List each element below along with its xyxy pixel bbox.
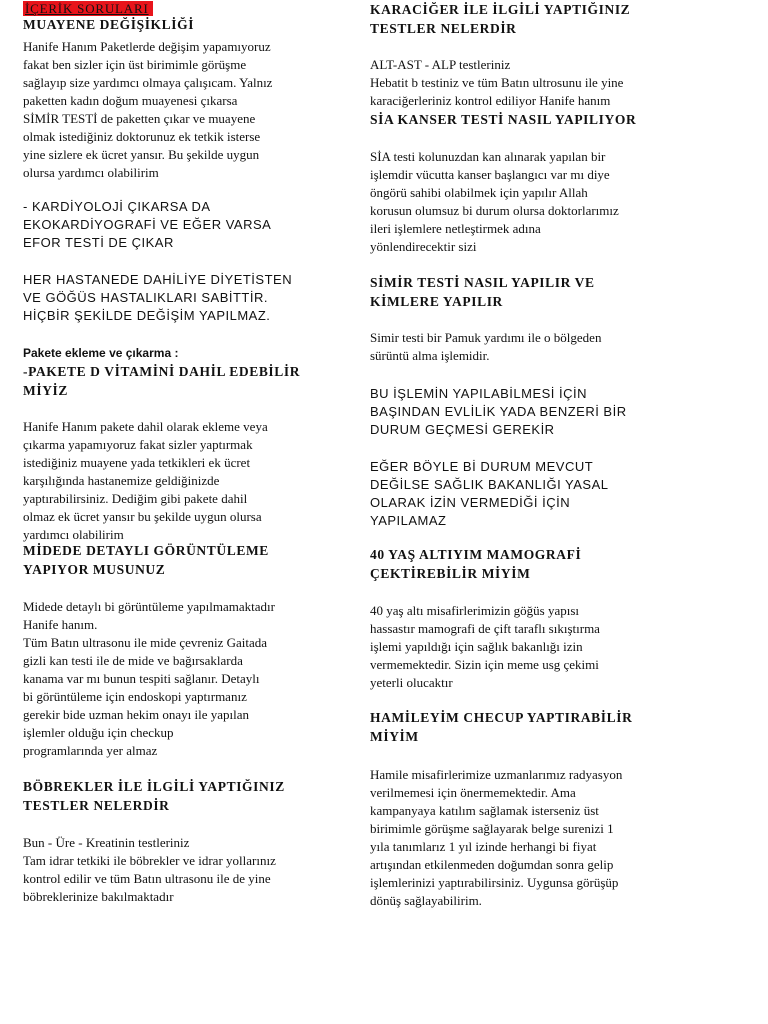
content-questions-highlight: İÇERİK SORULARI	[23, 1, 153, 16]
liver-tests-text: ALT-AST - ALP testleriniz Hebatit b testiniz ve tüm Batın ultrosunu ile yine karaciğerleriniz kontrol ediliyor Hanife hanım	[370, 57, 624, 108]
stomach-imaging-heading: MİDEDE DETAYLI GÖRÜNTÜLEME YAPIYOR MUSUNUZ	[23, 543, 269, 577]
add-remove-subheading: Pakete ekleme ve çıkarma :	[23, 346, 179, 360]
fixed-services-note: HER HASTANEDE DAHİLİYE DİYETİSTEN VE GÖĞÜS HASTALIKLARI SABİTTİR. HİÇBİR ŞEKİLDE DEĞİŞİM YAPILMAZ.	[23, 272, 293, 323]
vitamin-d-heading: -PAKETE D VİTAMİNİ DAHİL EDEBİLİR MİYİZ	[23, 364, 301, 398]
liver-tests-heading: KARACİĞER İLE İLGİLİ YAPTIĞINIZ TESTLER NELERDİR	[370, 2, 631, 36]
cardiology-note: - KARDİYOLOJİ ÇIKARSA DA EKOKARDİYOGRAFİ VE EĞER VARSA EFOR TESTİ DE ÇIKAR	[23, 199, 272, 250]
pregnancy-checkup-heading: HAMİLEYİM CHECUP YAPTIRABİLİR MİYİM	[370, 710, 633, 744]
pregnancy-checkup-text: Hamile misafirlerimize uzmanlarımız radyasyon verilmemesi için önermemektedir. Ama kampanyaya katılım sağlamak isterseniz üst birimimle görüşme sağlayarak belge surenizi 1 yıla tanımlarız 1 yıl izinde herhangi bi fiyat artışından etkilenmeden doğumdan sonra gelip işlemlerinizi yaptırabilirsiniz. Uygunsa görüşüp dönüş sağlayabilirim.	[370, 767, 623, 908]
exam-change-text: Hanife Hanım Paketlerde değişim yapamıyoruz fakat ben sizler için üst birimimle görüşme sağlayıp size yardımcı olmaya çalışıcam. Yalnız paketten kadın doğum muayenesi çıkarsa SİMİR TESTİ de paketten çıkar ve muayene olmak istediğiniz doktorunuz ek tetkik isterse yine sizlere ek ücret yansır. Bu şekilde uygun olursa yardımcı olabilirim	[23, 39, 273, 180]
vitamin-d-text: Hanife Hanım pakete dahil olarak ekleme veya çıkarma yapamıyoruz fakat sizler yaptırmak istediğiniz muayene yada tetkikleri ek ücret karşılığında hastanemize geldiğinizde yaptırabilirsiniz. Dediğim gibi pakete dahil olmaz ek ücret yansır bu şekilde uygun olursa yardımcı olabilirim	[23, 419, 268, 542]
smear-condition-note: BU İŞLEMİN YAPILABİLMESİ İÇİN BAŞINDAN EVLİLİK YADA BENZERİ BİR DURUM GEÇMESİ GEREKİR	[370, 386, 627, 437]
kidney-tests-heading: BÖBREKLER İLE İLGİLİ YAPTIĞINIZ TESTLER NELERDİR	[23, 779, 285, 813]
mammography-heading: 40 YAŞ ALTIYIM MAMOGRAFİ ÇEKTİREBİLİR MİYİM	[370, 547, 582, 581]
stomach-imaging-text: Midede detaylı bi görüntüleme yapılmamaktadır Hanife hanım. Tüm Batın ultrasonu ile mide çevreniz Gaitada gizli kan testi ile de mide ve bağırsaklarda kanama var mı bunun tespiti sağlanır. Detaylı bi görüntüleme için endoskopi yaptırmanız gerekir bide uzman hekim onayı ile yapılan işlemler olduğu için checkup programlarında yer almaz	[23, 599, 275, 758]
kidney-tests-text: Bun - Üre - Kreatinin testleriniz Tam idrar tetkiki ile böbrekler ve idrar yollarınız kontrol edilir ve tüm Batın ultrasonu ile de yine böbreklerinize bakılmaktadır	[23, 835, 276, 904]
exam-change-heading: MUAYENE DEĞİŞİKLİĞİ	[23, 17, 195, 32]
sia-test-heading: SİA KANSER TESTİ NASIL YAPILIYOR	[370, 112, 637, 127]
smear-test-heading: SİMİR TESTİ NASIL YAPILIR VE KİMLERE YAPILIR	[370, 275, 595, 309]
mammography-text: 40 yaş altı misafirlerimizin göğüs yapısı hassastır mamografi de çift taraflı sıkıştırma işlemi yapıldığı için sağlık bakanlığı izin vermemektedir. Sizin için meme usg çekimi yeterli olucaktır	[370, 603, 600, 690]
smear-test-text: Simir testi bir Pamuk yardımı ile o bölgeden sürüntü alma işlemidir.	[370, 330, 602, 363]
sia-test-text: SİA testi kolunuzdan kan alınarak yapılan bir işlemdir vücutta kanser başlangıcı var mı diye öngörü sahibi olabilmek için yapılır Allah korusun olumsuz bi durum olursa doktorlarımız ileri işlemlere netleştirmek adına yönlendirecektir sizi	[370, 149, 619, 254]
smear-legal-note: EĞER BÖYLE Bİ DURUM MEVCUT DEĞİLSE SAĞLIK BAKANLIĞI YASAL OLARAK İZİN VERMEDİĞİ İÇİN YAPILAMAZ	[370, 459, 609, 528]
